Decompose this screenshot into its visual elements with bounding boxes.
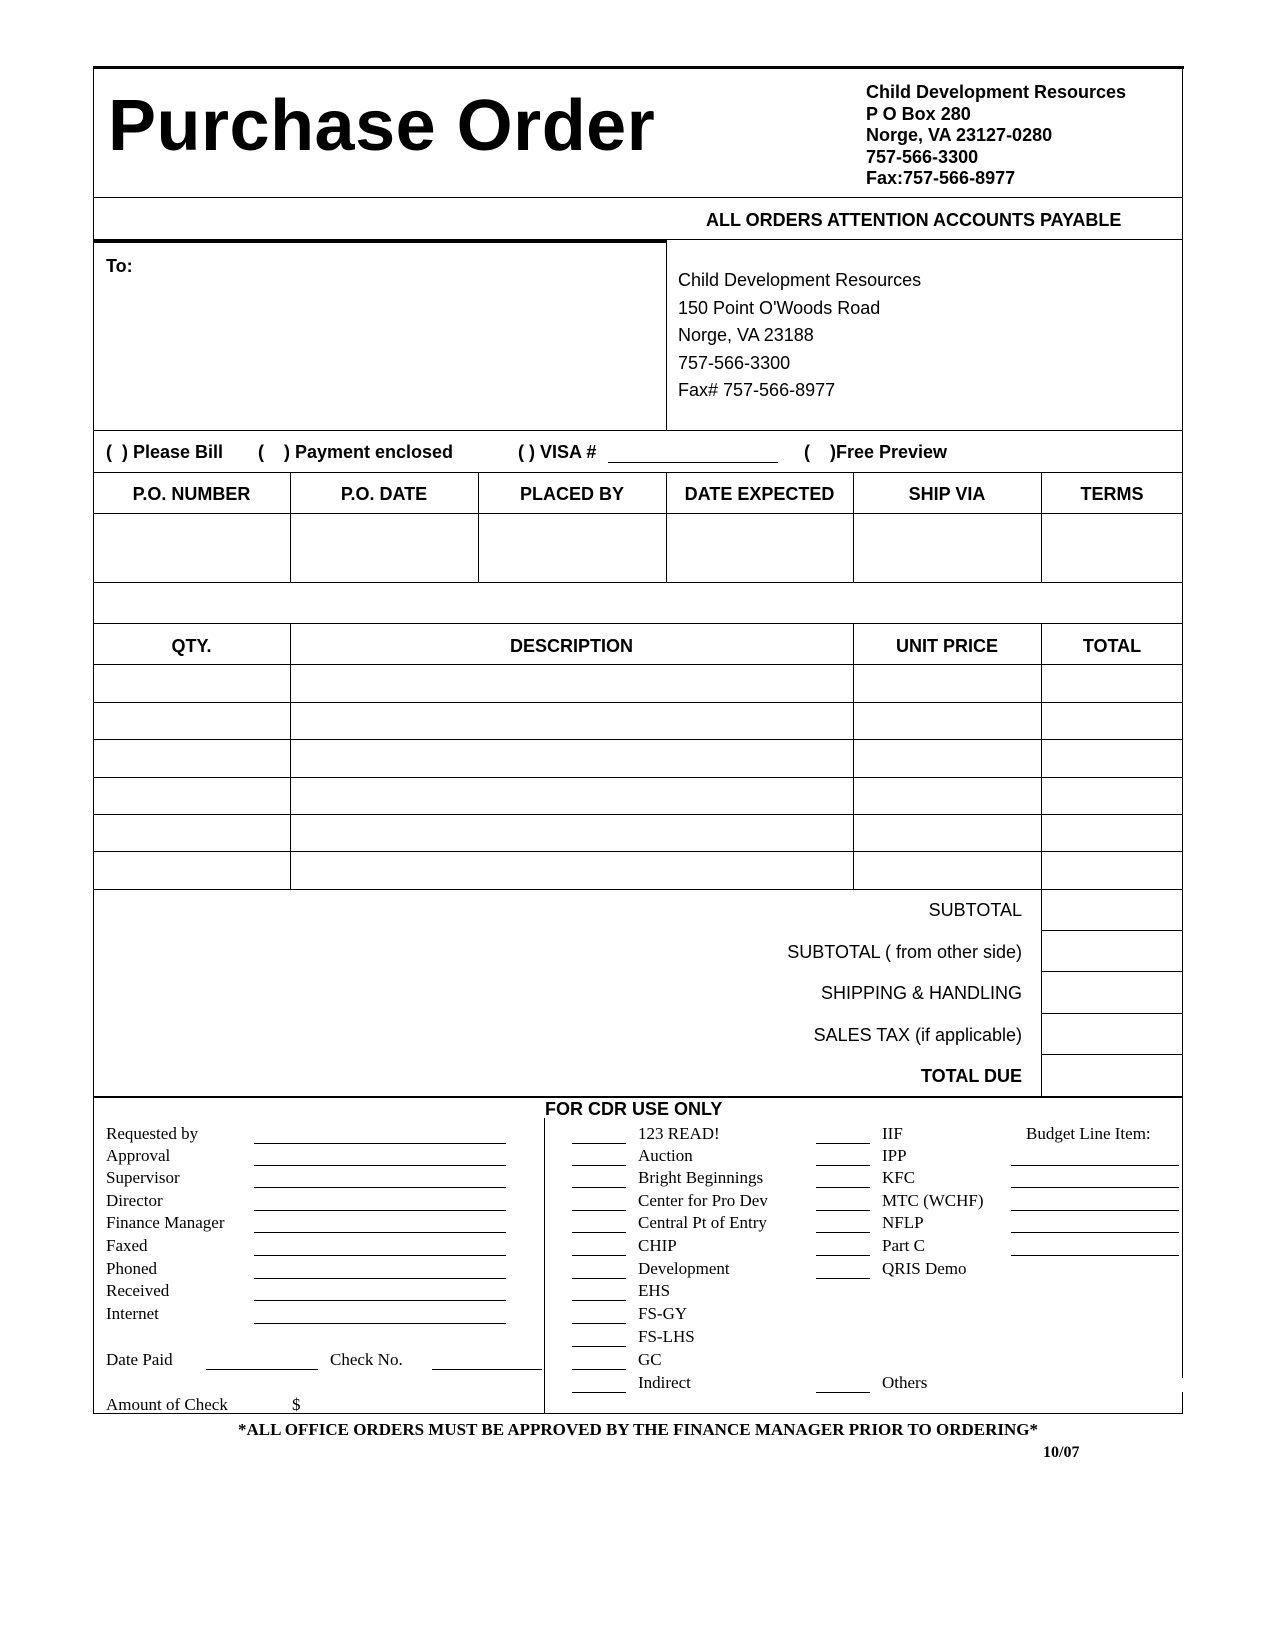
- program-label: EHS: [638, 1281, 671, 1300]
- company-name: Child Development Resources: [866, 82, 1127, 102]
- to-label: To:: [106, 256, 133, 276]
- program-checkbox[interactable]: [572, 1210, 626, 1211]
- program-checkbox[interactable]: [816, 1143, 870, 1144]
- date-paid-label: Date Paid: [106, 1350, 173, 1369]
- visa-option[interactable]: ( ) VISA #: [518, 442, 597, 462]
- subtotal-other-side-label: SUBTOTAL ( from other side): [787, 942, 1022, 962]
- signoff-line[interactable]: [254, 1187, 506, 1188]
- ship-phone: 757-566-3300: [678, 352, 791, 373]
- budget-line-field[interactable]: [1011, 1210, 1179, 1211]
- shipping-handling-label: SHIPPING & HANDLING: [820, 983, 1022, 1003]
- signoff-label: Approval: [106, 1146, 171, 1165]
- program-checkbox[interactable]: [572, 1143, 626, 1144]
- sales-tax-field[interactable]: [1042, 1014, 1182, 1053]
- others-label: Others: [882, 1373, 928, 1392]
- program-label: 123 READ!: [638, 1124, 720, 1143]
- col-placed-by: PLACED BY: [519, 484, 624, 504]
- signoff-line[interactable]: [254, 1210, 506, 1211]
- table-row[interactable]: [94, 665, 1182, 701]
- program-label: CHIP: [638, 1236, 677, 1255]
- col-qty: QTY.: [171, 636, 212, 656]
- program-checkbox[interactable]: [572, 1300, 626, 1301]
- program-label: GC: [638, 1350, 662, 1369]
- program-label: Auction: [638, 1146, 693, 1165]
- program-label: FS-LHS: [638, 1327, 695, 1346]
- col-terms: TERMS: [1080, 484, 1144, 504]
- table-row[interactable]: [94, 740, 1182, 776]
- program-label: Bright Beginnings: [638, 1168, 764, 1187]
- please-bill-option[interactable]: ( ) Please Bill: [106, 442, 224, 462]
- date-expected-field[interactable]: [667, 514, 852, 581]
- signoff-line[interactable]: [254, 1323, 506, 1324]
- program-label: Center for Pro Dev: [638, 1191, 768, 1210]
- company-po-box: P O Box 280: [866, 103, 971, 124]
- ship-city: Norge, VA 23188: [678, 325, 814, 345]
- payment-enclosed-option[interactable]: ( ) Payment enclosed: [258, 442, 454, 462]
- check-no-label: Check No.: [330, 1350, 403, 1369]
- program-checkbox[interactable]: [572, 1187, 626, 1188]
- col-description: DESCRIPTION: [509, 636, 633, 656]
- subtotal-field[interactable]: [1042, 890, 1182, 929]
- shipping-handling-field[interactable]: [1042, 972, 1182, 1012]
- col-ship-via: SHIP VIA: [908, 484, 986, 504]
- signoff-label: Director: [106, 1191, 163, 1210]
- signoff-label: Phoned: [106, 1259, 157, 1278]
- po-number-field[interactable]: [94, 514, 289, 581]
- program-checkbox[interactable]: [816, 1187, 870, 1188]
- dollar-sign: $: [292, 1395, 301, 1414]
- budget-line-field[interactable]: [1011, 1187, 1179, 1188]
- program-checkbox[interactable]: [572, 1369, 626, 1370]
- program-checkbox[interactable]: [816, 1210, 870, 1211]
- subtotal-label: SUBTOTAL: [928, 900, 1022, 920]
- ship-address-block: [678, 267, 921, 405]
- table-row[interactable]: [94, 852, 1182, 888]
- form-revision: 10/07: [1043, 1444, 1080, 1461]
- total-due-field[interactable]: [1042, 1055, 1182, 1095]
- signoff-label: Supervisor: [106, 1168, 180, 1187]
- amount-of-check-label: Amount of Check: [106, 1395, 228, 1414]
- ship-via-field[interactable]: [854, 514, 1040, 581]
- budget-line-field[interactable]: [1011, 1165, 1179, 1166]
- check-no-field[interactable]: [432, 1369, 542, 1370]
- cdr-heading: FOR CDR USE ONLY: [545, 1099, 723, 1119]
- total-due-label: TOTAL DUE: [920, 1066, 1022, 1086]
- table-row[interactable]: [94, 703, 1182, 738]
- program-label: Indirect: [638, 1373, 691, 1392]
- budget-line-field[interactable]: [1011, 1255, 1179, 1256]
- placed-by-field[interactable]: [479, 514, 665, 581]
- program-label: IPP: [882, 1146, 907, 1165]
- company-city: Norge, VA 23127-0280: [866, 125, 1053, 145]
- program-checkbox[interactable]: [816, 1232, 870, 1233]
- budget-line-label: Budget Line Item:: [1026, 1124, 1151, 1143]
- program-checkbox[interactable]: [572, 1165, 626, 1166]
- program-label: FS-GY: [638, 1304, 688, 1323]
- signoff-line[interactable]: [254, 1300, 506, 1301]
- program-checkbox[interactable]: [816, 1165, 870, 1166]
- company-address-block: [866, 82, 1126, 190]
- po-date-field[interactable]: [291, 514, 477, 581]
- program-label: IIF: [882, 1124, 903, 1143]
- program-checkbox[interactable]: [572, 1232, 626, 1233]
- program-checkbox[interactable]: [572, 1278, 626, 1279]
- col-po-number: P.O. NUMBER: [132, 484, 251, 504]
- signoff-line[interactable]: [254, 1278, 506, 1279]
- ship-name: Child Development Resources: [678, 270, 922, 290]
- program-label: Development: [638, 1259, 730, 1278]
- signoff-label: Finance Manager: [106, 1213, 225, 1232]
- ship-fax: Fax# 757-566-8977: [678, 380, 836, 400]
- signoff-line[interactable]: [254, 1255, 506, 1256]
- free-preview-option[interactable]: ( )Free Preview: [804, 442, 948, 462]
- to-address-field[interactable]: [96, 280, 662, 426]
- col-unit-price: UNIT PRICE: [895, 636, 998, 656]
- signoff-line[interactable]: [254, 1165, 506, 1166]
- company-phone: 757-566-3300: [866, 146, 979, 167]
- signoff-line[interactable]: [254, 1143, 506, 1144]
- col-total: TOTAL: [1082, 636, 1142, 656]
- date-paid-field[interactable]: [206, 1369, 318, 1370]
- program-label: NFLP: [882, 1213, 924, 1232]
- program-label: Central Pt of Entry: [638, 1213, 767, 1232]
- col-date-expected: DATE EXPECTED: [684, 484, 835, 504]
- ship-street: 150 Point O'Woods Road: [678, 297, 881, 318]
- visa-number-field[interactable]: [608, 462, 778, 463]
- sales-tax-label: SALES TAX (if applicable): [813, 1025, 1022, 1045]
- program-checkbox[interactable]: [572, 1255, 626, 1256]
- table-row[interactable]: [94, 815, 1182, 850]
- program-checkbox[interactable]: [816, 1278, 870, 1279]
- col-po-date: P.O. DATE: [340, 484, 428, 504]
- finance-approval-notice: *ALL OFFICE ORDERS MUST BE APPROVED BY THE FINANCE MANAGER PRIOR TO ORDERING*: [237, 1420, 1039, 1439]
- signoff-label: Requested by: [106, 1124, 199, 1143]
- signoff-label: Faxed: [106, 1236, 148, 1255]
- terms-field[interactable]: [1042, 514, 1182, 581]
- attention-banner: ALL ORDERS ATTENTION ACCOUNTS PAYABLE: [706, 210, 1122, 230]
- page-title: Purchase Order: [108, 86, 656, 166]
- program-checkbox[interactable]: [572, 1392, 626, 1393]
- company-fax: Fax:757-566-8977: [866, 168, 1016, 188]
- signoff-label: Received: [106, 1281, 170, 1300]
- signoff-label: Internet: [106, 1304, 159, 1323]
- program-checkbox[interactable]: [572, 1346, 626, 1347]
- budget-line-field[interactable]: [1011, 1232, 1179, 1233]
- others-checkbox[interactable]: [816, 1392, 870, 1393]
- table-row[interactable]: [94, 778, 1182, 813]
- program-label: QRIS Demo: [882, 1259, 967, 1278]
- program-label: KFC: [882, 1168, 916, 1187]
- signoff-line[interactable]: [254, 1232, 506, 1233]
- program-checkbox[interactable]: [572, 1323, 626, 1324]
- program-label: Part C: [882, 1236, 925, 1255]
- subtotal-other-side-field[interactable]: [1042, 931, 1182, 970]
- program-checkbox[interactable]: [816, 1255, 870, 1256]
- program-label: MTC (WCHF): [882, 1191, 984, 1210]
